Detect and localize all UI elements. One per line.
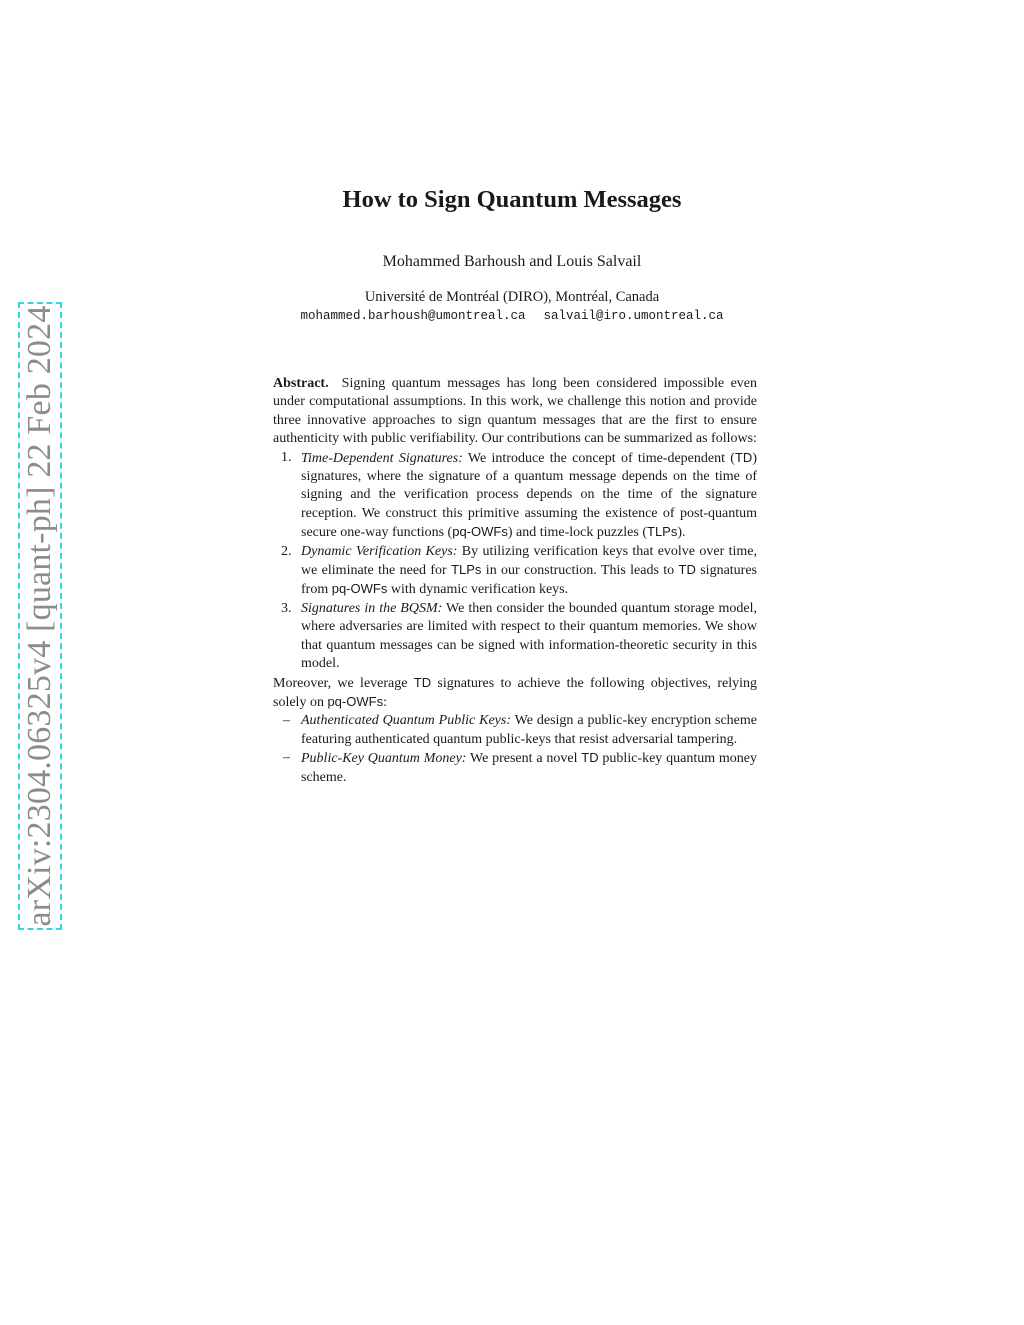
abstract-intro [273,375,757,449]
abstract-intro-text: Signing quantum messages has long been considered impossible even under computational assumptions. In this work, we challenge this notion and provide three innovative approaches to sign quantum messages that are the first to ensure authenticity with public verifiability. Our contributions can be summarized as follows: [273,376,757,447]
list-item: 2. Dynamic Verification Keys: By utilizing verification keys that evolve over time, we eliminate the need for TLPs in our construction. This leads to TD signatures from pq-OWFs with dynamic verification keys. [281,543,758,598]
paper-title: How to Sign Quantum Messages [342,186,682,213]
contributions-list [273,449,757,674]
list-item: 1. Time-Dependent Signatures: We introduce the concept of time-dependent (TD) signatures, where the signature of a quantum message depends on the time of signing and the verification process depends on the time of the signature reception. We construct this primitive assuming the existence of post-quantum secure one-way functions (pq-OWFs) and time-lock puzzles (TLPs). [281,449,757,541]
list-item: – Public-Key Quantum Money: We present a novel TD public-key quantum money scheme. [283,750,758,785]
arxiv-sidebar-stamp [18,302,62,930]
author-emails [0,309,1024,323]
paper-authors: Mohammed Barhoush and Louis Salvail [382,253,642,270]
objectives-list [273,712,757,787]
item-title: Public-Key Quantum Money: [301,751,467,767]
abstract-moreover: Moreover, we leverage TD signatures to achieve the following objectives, relying solely on pq-OWFs: [273,674,757,710]
arxiv-identifier: arXiv:2304.06325v4 [quant-ph] 22 Feb 2024 [21,305,58,927]
list-item: 3. Signatures in the BQSM: We then consider the bounded quantum storage model, where adversaries are limited with respect to their quantum memories. We show that quantum messages can be signed with information-theoretic security in this model. [281,600,757,672]
email-barhoush[interactable]: mohammed.barhoush@umontreal.ca [300,309,526,323]
abstract-label: Abstract. [273,376,329,391]
list-item: – Authenticated Quantum Public Keys: We design a public-key encryption scheme featuring authenticated quantum public-keys that resist adversarial tampering. [283,713,757,747]
email-salvail[interactable]: salvail@iro.umontreal.ca [543,309,724,323]
item-title: Authenticated Quantum Public Keys: [301,713,512,729]
item-title: Signatures in the BQSM: [301,600,443,616]
item-title: Time-Dependent Signatures: [301,450,463,466]
abstract-section [273,375,757,787]
item-title: Dynamic Verification Keys: [301,543,458,559]
paper-affiliation: Université de Montréal (DIRO), Montréal, Canada [364,289,660,305]
